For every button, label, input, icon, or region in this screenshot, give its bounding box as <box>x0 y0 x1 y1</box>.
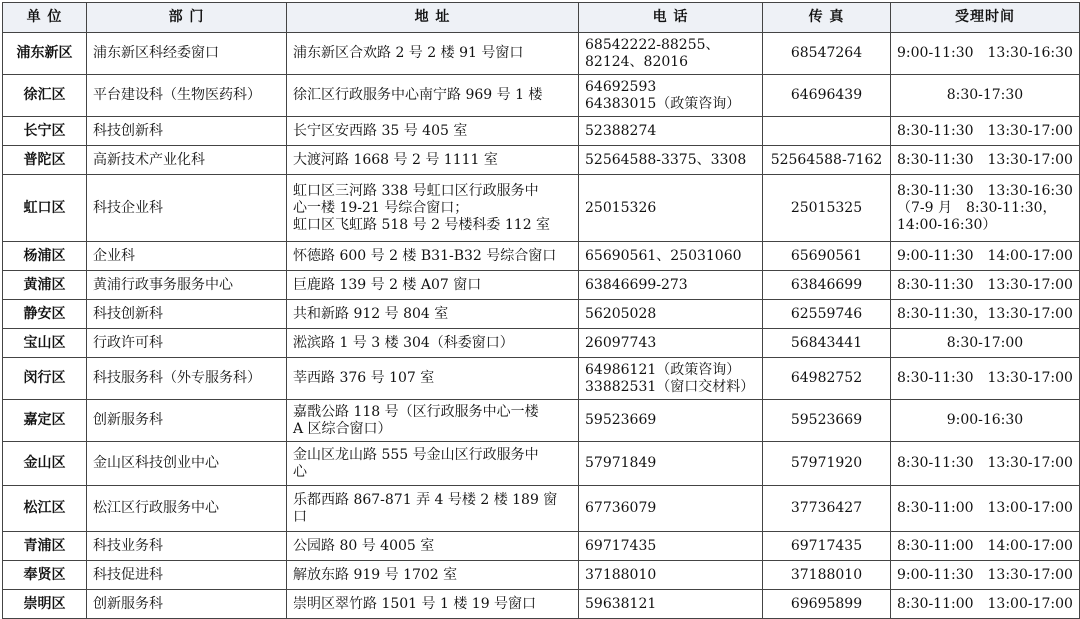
unit-cell: 闵行区 <box>3 358 87 400</box>
address-cell <box>287 146 579 175</box>
table-row <box>3 175 1080 242</box>
unit-cell: 奉贤区 <box>3 561 87 590</box>
hours-cell <box>891 242 1080 271</box>
unit-cell: 青浦区 <box>3 532 87 561</box>
hours-cell <box>891 486 1080 532</box>
hours-cell-line: 8:30-11:00 13:00-17:00 <box>897 595 1073 612</box>
header-fax: 传 真 <box>763 3 891 33</box>
phone-cell-line: 82124、82016 <box>585 53 689 70</box>
header-department: 部 门 <box>87 3 287 33</box>
header-row <box>3 3 1080 33</box>
department-cell: 创新服务科 <box>87 400 287 442</box>
fax-cell <box>763 117 891 146</box>
fax-cell: 69717435 <box>763 532 891 561</box>
address-cell-line: 共和新路 912 号 804 室 <box>293 305 449 322</box>
table-row <box>3 117 1080 146</box>
phone-cell <box>579 590 763 619</box>
address-cell <box>287 329 579 358</box>
address-cell-line: 大渡河路 1668 号 2 号 1111 室 <box>293 151 498 168</box>
phone-cell <box>579 117 763 146</box>
phone-cell-line: 64692593 <box>585 78 657 95</box>
fax-cell: 52564588-7162 <box>763 146 891 175</box>
table-row <box>3 300 1080 329</box>
unit-cell: 崇明区 <box>3 590 87 619</box>
table-row <box>3 590 1080 619</box>
hours-cell-line: 9:00-16:30 <box>946 412 1024 428</box>
hours-cell-line: 9:00-11:30 14:00-17:00 <box>897 247 1073 264</box>
phone-cell-line: 64986121（政策咨询） <box>585 361 741 378</box>
hours-cell-line: 8:30-11:30 13:30-17:00 <box>897 151 1073 168</box>
hours-cell <box>891 442 1080 486</box>
unit-cell: 嘉定区 <box>3 400 87 442</box>
fax-cell: 64982752 <box>763 358 891 400</box>
hours-cell-line: 14:00-16:30） <box>897 216 997 233</box>
address-cell <box>287 271 579 300</box>
table-row <box>3 532 1080 561</box>
address-cell-line: 心 <box>293 463 307 480</box>
address-cell <box>287 561 579 590</box>
unit-cell: 浦东新区 <box>3 33 87 75</box>
phone-cell-line: 69717435 <box>585 537 657 554</box>
unit-cell: 松江区 <box>3 486 87 532</box>
hours-cell <box>891 300 1080 329</box>
address-cell-line: 淞滨路 1 号 3 楼 304（科委窗口） <box>293 334 514 351</box>
table-row <box>3 358 1080 400</box>
hours-cell-line: 8:30-11:30 13:30-17:00 <box>897 276 1073 293</box>
unit-cell: 长宁区 <box>3 117 87 146</box>
contact-table-wrapper <box>2 2 1080 619</box>
header-address: 地 址 <box>287 3 579 33</box>
unit-cell: 宝山区 <box>3 329 87 358</box>
hours-cell <box>891 146 1080 175</box>
phone-cell <box>579 400 763 442</box>
unit-cell: 静安区 <box>3 300 87 329</box>
address-cell <box>287 358 579 400</box>
phone-cell-line: 52564588-3375、3308 <box>585 151 747 168</box>
address-cell <box>287 242 579 271</box>
table-row <box>3 271 1080 300</box>
address-cell-line: 巨鹿路 139 号 2 楼 A07 窗口 <box>293 276 482 293</box>
department-cell: 科技业务科 <box>87 532 287 561</box>
fax-cell: 25015325 <box>763 175 891 242</box>
hours-cell-line: 9:00-11:30 13:30-16:30 <box>897 45 1073 61</box>
hours-cell <box>891 271 1080 300</box>
phone-cell-line: 64383015（政策咨询） <box>585 95 741 112</box>
district-contact-table <box>2 2 1080 619</box>
phone-cell-line: 59523669 <box>585 412 657 428</box>
phone-cell-line: 65690561、25031060 <box>585 247 742 264</box>
phone-cell-line: 52388274 <box>585 122 657 139</box>
table-row <box>3 561 1080 590</box>
hours-cell-line: 8:30-11:00 13:00-17:00 <box>897 500 1073 516</box>
hours-cell <box>891 561 1080 590</box>
phone-cell-line: 63846699-273 <box>585 276 688 293</box>
address-cell-line: 公园路 80 号 4005 室 <box>293 537 435 554</box>
fax-cell: 69695899 <box>763 590 891 619</box>
phone-cell <box>579 329 763 358</box>
phone-cell-line: 57971849 <box>585 455 657 471</box>
address-cell <box>287 442 579 486</box>
phone-cell-line: 59638121 <box>585 595 657 612</box>
table-row <box>3 486 1080 532</box>
address-cell <box>287 590 579 619</box>
phone-cell <box>579 486 763 532</box>
hours-cell-line: 8:30-11:30 13:30-17:00 <box>897 370 1073 386</box>
address-cell-line: 嘉戬公路 118 号（区行政服务中心一楼 <box>293 403 539 420</box>
phone-cell-line: 26097743 <box>585 334 657 351</box>
hours-cell <box>891 400 1080 442</box>
hours-cell-line: 8:30-17:30 <box>946 87 1024 103</box>
hours-cell <box>891 590 1080 619</box>
department-cell: 科技促进科 <box>87 561 287 590</box>
fax-cell: 65690561 <box>763 242 891 271</box>
department-cell: 企业科 <box>87 242 287 271</box>
address-cell <box>287 75 579 117</box>
phone-cell-line: 68542222-88255、 <box>585 36 720 53</box>
header-phone: 电 话 <box>579 3 763 33</box>
address-cell-line: A 区综合窗口） <box>293 420 392 437</box>
fax-cell: 59523669 <box>763 400 891 442</box>
table-row <box>3 146 1080 175</box>
hours-cell <box>891 33 1080 75</box>
phone-cell-line: 33882531（窗口交材料） <box>585 378 755 395</box>
address-cell-line: 徐汇区行政服务中心南宁路 969 号 1 楼 <box>293 87 543 103</box>
address-cell-line: 解放东路 919 号 1702 室 <box>293 566 458 583</box>
phone-cell <box>579 175 763 242</box>
phone-cell <box>579 532 763 561</box>
phone-cell <box>579 33 763 75</box>
department-cell: 黄浦行政事务服务中心 <box>87 271 287 300</box>
phone-cell <box>579 271 763 300</box>
table-row <box>3 33 1080 75</box>
department-cell: 行政许可科 <box>87 329 287 358</box>
fax-cell: 56843441 <box>763 329 891 358</box>
hours-cell <box>891 329 1080 358</box>
hours-cell-line: 8:30-11:30，13:30-17:00 <box>897 305 1073 322</box>
address-cell-line: 怀德路 600 号 2 楼 B31-B32 号综合窗口 <box>293 247 557 264</box>
address-cell-line: 虹口区飞虹路 518 号 2 号楼科委 112 室 <box>293 216 551 233</box>
department-cell: 松江区行政服务中心 <box>87 486 287 532</box>
table-row <box>3 75 1080 117</box>
unit-cell: 普陀区 <box>3 146 87 175</box>
hours-cell <box>891 175 1080 242</box>
address-cell-line: 乐都西路 867-871 弄 4 号楼 2 楼 189 窗 <box>293 491 558 508</box>
hours-cell-line: 8:30-11:30 13:30-16:30 <box>897 182 1073 199</box>
address-cell-line: 崇明区翠竹路 1501 号 1 楼 19 号窗口 <box>293 595 537 612</box>
fax-cell: 64696439 <box>763 75 891 117</box>
fax-cell: 63846699 <box>763 271 891 300</box>
phone-cell <box>579 300 763 329</box>
fax-cell: 68547264 <box>763 33 891 75</box>
hours-cell-line: 9:00-11:30 13:30-17:00 <box>897 566 1073 583</box>
department-cell: 高新技术产业化科 <box>87 146 287 175</box>
phone-cell <box>579 75 763 117</box>
address-cell <box>287 300 579 329</box>
unit-cell: 虹口区 <box>3 175 87 242</box>
department-cell: 金山区科技创业中心 <box>87 442 287 486</box>
hours-cell <box>891 358 1080 400</box>
hours-cell <box>891 532 1080 561</box>
address-cell-line: 莘西路 376 号 107 室 <box>293 370 435 386</box>
department-cell: 科技创新科 <box>87 300 287 329</box>
address-cell-line: 口 <box>293 508 307 525</box>
department-cell: 科技创新科 <box>87 117 287 146</box>
table-row <box>3 442 1080 486</box>
table-row <box>3 242 1080 271</box>
address-cell-line: 长宁区安西路 35 号 405 室 <box>293 122 468 139</box>
unit-cell: 黄浦区 <box>3 271 87 300</box>
hours-cell-line: 8:30-17:00 <box>946 334 1024 351</box>
address-cell-line: 金山区龙山路 555 号金山区行政服务中 <box>293 446 539 463</box>
header-unit: 单 位 <box>3 3 87 33</box>
phone-cell-line: 67736079 <box>585 500 657 516</box>
department-cell: 浦东新区科经委窗口 <box>87 33 287 75</box>
phone-cell <box>579 146 763 175</box>
address-cell <box>287 175 579 242</box>
fax-cell: 57971920 <box>763 442 891 486</box>
hours-cell-line: 8:30-11:30 13:30-17:00 <box>897 455 1073 471</box>
header-hours: 受理时间 <box>891 3 1080 33</box>
hours-cell-line: 8:30-11:30 13:30-17:00 <box>897 122 1073 139</box>
address-cell <box>287 33 579 75</box>
address-cell-line: 浦东新区合欢路 2 号 2 楼 91 号窗口 <box>293 45 524 61</box>
unit-cell: 徐汇区 <box>3 75 87 117</box>
fax-cell: 62559746 <box>763 300 891 329</box>
hours-cell <box>891 75 1080 117</box>
table-row <box>3 400 1080 442</box>
phone-cell <box>579 442 763 486</box>
address-cell-line: 虹口区三河路 338 号虹口区行政服务中 <box>293 182 539 199</box>
phone-cell-line: 37188010 <box>585 566 657 583</box>
department-cell: 平台建设科（生物医药科） <box>87 75 287 117</box>
address-cell <box>287 532 579 561</box>
table-body <box>3 33 1080 619</box>
fax-cell: 37736427 <box>763 486 891 532</box>
address-cell-line: 心一楼 19-21 号综合窗口； <box>293 199 469 216</box>
department-cell: 科技服务科（外专服务科） <box>87 358 287 400</box>
phone-cell <box>579 358 763 400</box>
department-cell: 科技企业科 <box>87 175 287 242</box>
unit-cell: 杨浦区 <box>3 242 87 271</box>
hours-cell <box>891 117 1080 146</box>
address-cell <box>287 117 579 146</box>
department-cell: 创新服务科 <box>87 590 287 619</box>
fax-cell: 37188010 <box>763 561 891 590</box>
phone-cell <box>579 561 763 590</box>
address-cell <box>287 486 579 532</box>
phone-cell-line: 56205028 <box>585 305 657 322</box>
table-row <box>3 329 1080 358</box>
address-cell <box>287 400 579 442</box>
unit-cell: 金山区 <box>3 442 87 486</box>
phone-cell <box>579 242 763 271</box>
phone-cell-line: 25015326 <box>585 199 657 216</box>
hours-cell-line: 8:30-11:00 14:00-17:00 <box>897 537 1073 554</box>
hours-cell-line: （7-9 月 8:30-11:30， <box>897 199 1057 216</box>
